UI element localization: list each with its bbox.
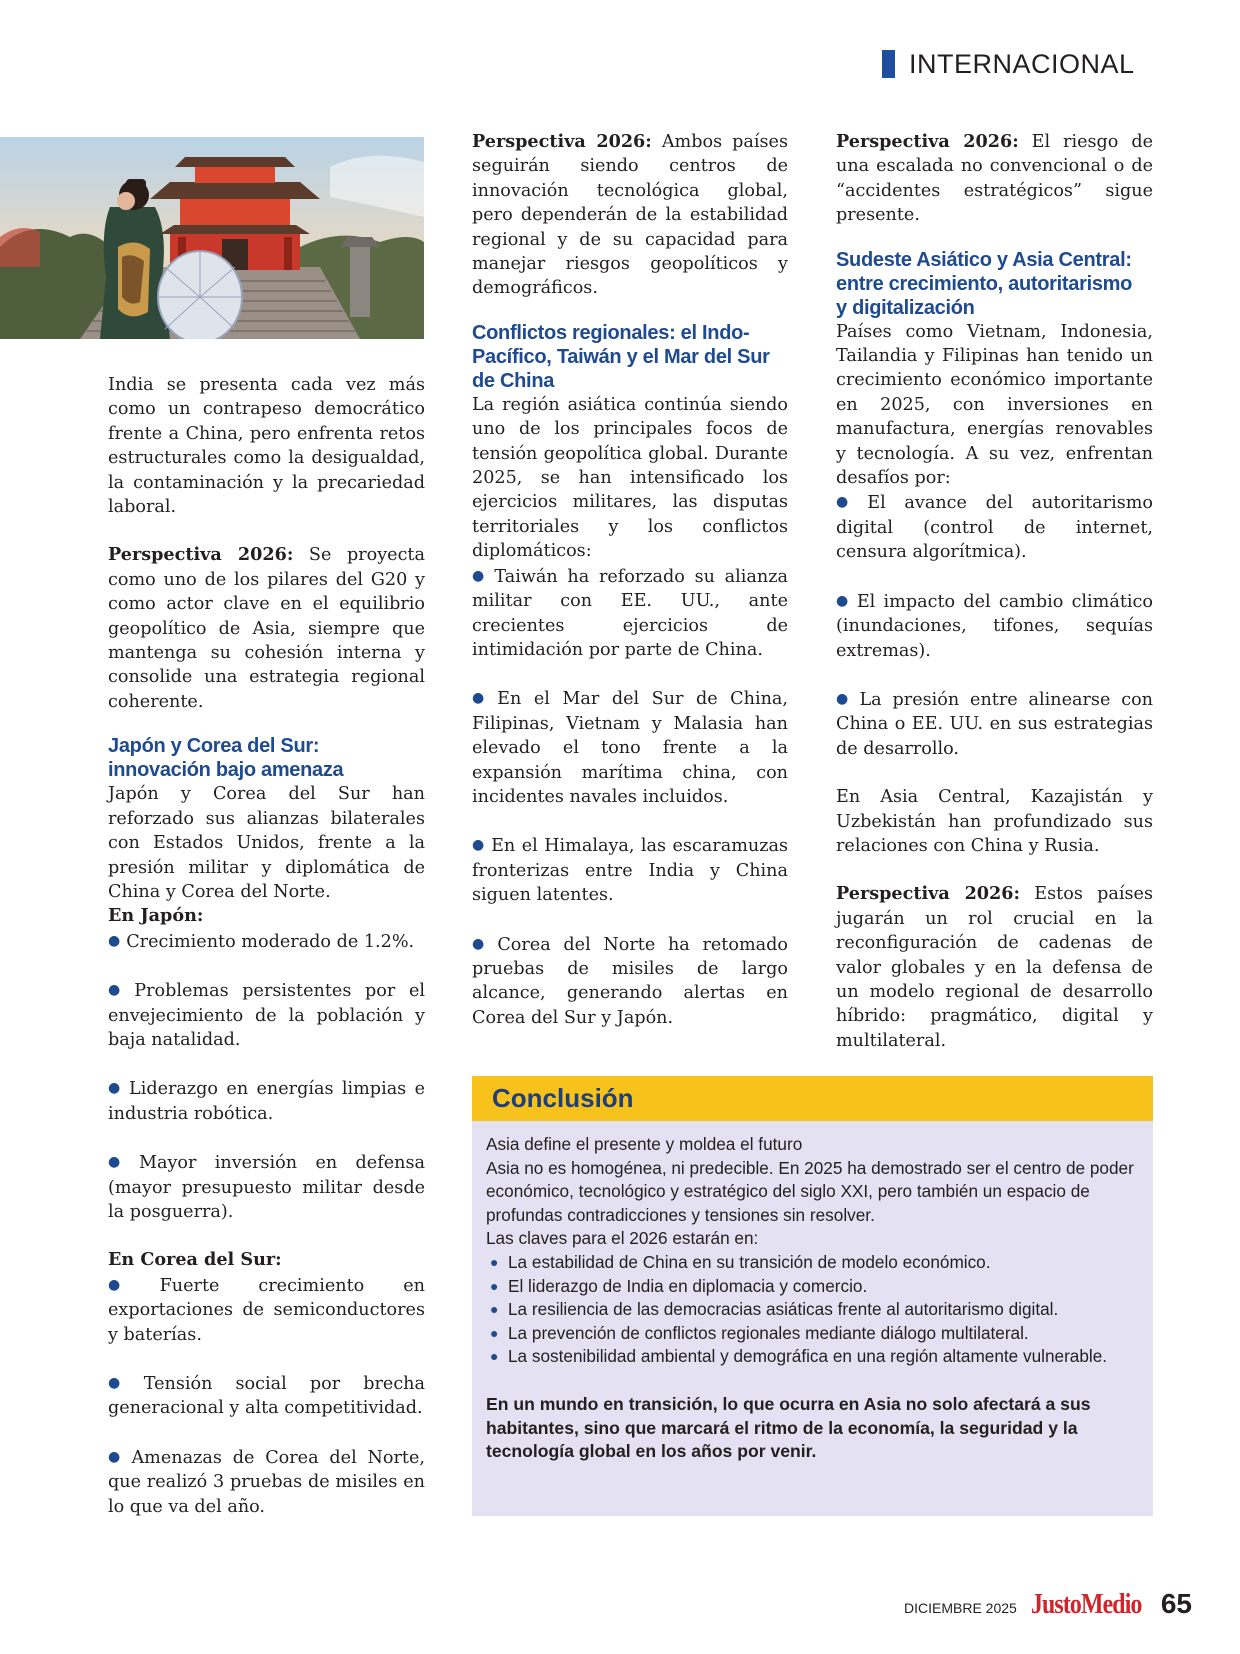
conclusion-box xyxy=(472,1076,1153,1516)
perspective-label: Perspectiva 2026: xyxy=(836,883,1021,905)
bullet-icon: ● xyxy=(472,690,492,707)
list-item xyxy=(108,1150,425,1224)
list-item-text: Amenazas de Corea del Norte, que realizó 3 pruebas de misiles en lo que va del año. xyxy=(108,1447,426,1517)
list-item-text: Liderazgo en energías limpias e industria robótica. xyxy=(108,1079,426,1124)
heading-line: Conflictos regionales: el Indo- xyxy=(472,321,750,344)
column-3 xyxy=(836,130,1153,1053)
bullet-icon: ● xyxy=(836,494,862,511)
list-item-text: La resiliencia de las democracias asiáticas frente al autoritarismo digital. xyxy=(508,1299,1059,1320)
list-item-text: Taiwán ha reforzado su alianza militar con EE. UU., ante crecientes ejercicios de intimidación por parte de China. xyxy=(472,566,789,660)
list-item-text: El avance del autoritarismo digital (control de internet, censura algorítmica). xyxy=(836,493,1154,563)
list-item-text: El liderazgo de India en diplomacia y comercio. xyxy=(508,1275,868,1296)
section-tag-bar xyxy=(882,50,895,78)
perspective-label: Perspectiva 2026: xyxy=(108,544,294,566)
conflicts-intro: La región asiática continúa siendo uno de los principales focos de tensión geopolítica global. Durante 2025, se han intensificado los ejercicios militares, las disputas territoriales y los conflictos diplomáticos: xyxy=(472,394,788,562)
japan-korea-intro: Japón y Corea del Sur han reforzado sus alianzas bilaterales con Estados Unidos, frente a la presión militar y diplomática de China y Corea del Norte. xyxy=(108,784,425,902)
bullet-icon: ● xyxy=(108,1154,133,1171)
heading-line: Sudeste Asiático y Asia Central: xyxy=(836,248,1132,271)
perspective-text: Ambos países seguirán siendo centros de innovación tecnológica global, pero dependerán de la estabilidad regional y de su capacidad para manejar riesgos geopolíticos y demográficos. xyxy=(472,132,788,299)
list-item xyxy=(108,1076,425,1126)
conclusion-body xyxy=(472,1121,1153,1464)
perspective-text: Se proyecta como uno de los pilares del G20 y como actor clave en el equilibrio geopolítico de Asia, siempre que mantenga su cohesión interna y consolide una estrategia regional coherente. xyxy=(108,545,425,712)
list-item xyxy=(472,564,788,663)
bullet-icon: ● xyxy=(490,1348,499,1365)
list-item-text: En el Mar del Sur de China, Filipinas, Vietnam y Malasia han elevado el tono frente a la expansión marítima china, con incidentes navales incluidos. xyxy=(472,689,788,807)
heading-line: Pacífico, Taiwán y el Mar del Sur xyxy=(472,345,770,368)
bullet-icon: ● xyxy=(472,837,486,854)
bullet-icon: ● xyxy=(108,932,121,949)
list-item-text: La prevención de conflictos regionales mediante diálogo multilateral. xyxy=(508,1322,1029,1343)
heading-line: y digitalización xyxy=(836,296,975,319)
bullet-icon: ● xyxy=(836,592,851,609)
list-item-text: La presión entre alinearse con China o EE. UU. en sus estrategias de desarrollo. xyxy=(836,689,1153,759)
heading-line: innovación bajo amenaza xyxy=(108,759,344,782)
list-item-text: La sostenibilidad ambiental y demográfica en una región altamente vulnerable. xyxy=(508,1346,1108,1367)
japan-label: En Japón: xyxy=(108,905,204,927)
list-item-text: En el Himalaya, las escaramuzas fronterizas entre India y China siguen latentes. xyxy=(472,836,788,906)
conflicts-perspective xyxy=(836,130,1153,228)
heading-japan-korea xyxy=(108,734,425,782)
list-item-text: Problemas persistentes por el envejecimiento de la población y baja natalidad. xyxy=(108,981,425,1050)
list-item xyxy=(836,687,1153,761)
southeast-intro: Países como Vietnam, Indonesia, Tailandia y Filipinas han tenido un crecimiento económico importante en 2025, con inversiones en manufactura, energías renovables y tecnología. A su vez, enfrentan desafíos por: xyxy=(836,321,1153,489)
list-item xyxy=(108,1445,425,1519)
list-item-text: Corea del Norte ha retomado pruebas de misiles de largo alcance, generando alertas en Corea del Sur y Japón. xyxy=(472,934,789,1028)
bullet-icon: ● xyxy=(490,1301,499,1318)
list-item xyxy=(486,1298,1137,1322)
temple-illustration xyxy=(0,137,424,339)
japan-korea-perspective xyxy=(472,130,788,301)
conclusion-subtitle: Asia define el presente y moldea el futuro xyxy=(486,1134,803,1154)
conclusion-header xyxy=(472,1076,1153,1121)
bullet-icon: ● xyxy=(472,567,489,584)
southeast-perspective xyxy=(836,882,1153,1053)
bullet-icon: ● xyxy=(472,935,492,952)
list-item-text: La estabilidad de China en su transición de modelo económico. xyxy=(508,1251,991,1272)
brand-logo: JustoMedio xyxy=(1030,1589,1142,1620)
column-1 xyxy=(108,373,425,1519)
page-footer xyxy=(904,1588,1192,1621)
column-2 xyxy=(472,130,788,1030)
list-item xyxy=(108,1273,425,1347)
bullet-icon: ● xyxy=(108,1375,138,1391)
bullet-icon: ● xyxy=(490,1253,499,1270)
heading-line: de China xyxy=(472,369,555,392)
list-item xyxy=(472,833,788,907)
heading-southeast-asia xyxy=(836,248,1153,320)
list-item-text: Fuerte crecimiento en exportaciones de semiconductores y baterías. xyxy=(108,1275,425,1345)
page-number: 65 xyxy=(1160,1588,1192,1619)
section-tag xyxy=(882,47,1135,81)
conclusion-final: En un mundo en transición, lo que ocurra en Asia no solo afectará a sus habitantes, sino que marcará el ritmo de la economía, la seguridad y la tecnología global en los años por venir. xyxy=(486,1393,1091,1462)
korea-label: En Corea del Sur: xyxy=(108,1249,282,1271)
list-item-text: Tensión social por brecha generacional y alta competitividad. xyxy=(108,1374,425,1419)
conclusion-list xyxy=(486,1251,1137,1369)
list-item xyxy=(472,932,788,1031)
perspective-label: Perspectiva 2026: xyxy=(472,131,652,152)
list-item xyxy=(486,1275,1137,1299)
issue-date: DICIEMBRE 2025 xyxy=(904,1600,1017,1616)
central-asia-paragraph: En Asia Central, Kazajistán y Uzbekistán han profundizado sus relaciones con China y Rusia. xyxy=(836,787,1153,856)
conclusion-title: Conclusión xyxy=(492,1083,634,1113)
list-item xyxy=(108,1371,425,1421)
india-perspective xyxy=(108,543,425,714)
heading-line: entre crecimiento, autoritarismo xyxy=(836,272,1133,295)
list-item xyxy=(836,589,1153,663)
list-item-text: El impacto del cambio climático (inundaciones, tifones, sequías extremas). xyxy=(836,591,1153,661)
india-intro: India se presenta cada vez más como un contrapeso democrático frente a China, pero enfrenta retos estructurales como la desigualdad, la contaminación y la precariedad laboral. xyxy=(108,375,425,518)
bullet-icon: ● xyxy=(490,1277,499,1294)
perspective-label: Perspectiva 2026: xyxy=(836,131,1019,152)
list-item xyxy=(472,686,788,809)
perspective-text: El riesgo de una escalada no convencional o de “accidentes estratégicos” sigue presente. xyxy=(836,132,1153,226)
list-item xyxy=(108,978,425,1052)
list-item xyxy=(108,929,425,954)
list-item xyxy=(486,1322,1137,1346)
list-item xyxy=(486,1345,1137,1369)
list-item xyxy=(836,490,1153,564)
heading-regional-conflicts xyxy=(472,321,788,393)
bullet-icon: ● xyxy=(108,1448,126,1465)
section-title: INTERNACIONAL xyxy=(909,48,1135,79)
heading-line: Japón y Corea del Sur: xyxy=(108,735,320,758)
conclusion-keys-intro: Las claves para el 2026 estarán en: xyxy=(486,1228,759,1249)
hero-photo xyxy=(0,137,424,339)
conclusion-paragraph: Asia no es homogénea, ni predecible. En 2025 ha demostrado ser el centro de poder económico, tecnológico y estratégico del siglo XXI, pero también un espacio de profundas contradicciones y tensiones sin resolver. xyxy=(486,1157,1134,1225)
bullet-icon: ● xyxy=(836,690,854,707)
bullet-icon: ● xyxy=(108,1080,124,1097)
list-item xyxy=(486,1251,1137,1275)
perspective-text: Estos países jugarán un rol crucial en la reconfiguración de cadenas de valor globales y en la defensa de un modelo regional de desarrollo híbrido: pragmático, digital y multilateral. xyxy=(836,884,1153,1051)
list-item-text: Crecimiento moderado de 1.2%. xyxy=(126,931,415,952)
bullet-icon: ● xyxy=(108,982,129,999)
list-item-text: Mayor inversión en defensa (mayor presupuesto militar desde la posguerra). xyxy=(108,1153,425,1222)
bullet-icon: ● xyxy=(490,1324,499,1341)
bullet-icon: ● xyxy=(108,1276,154,1293)
